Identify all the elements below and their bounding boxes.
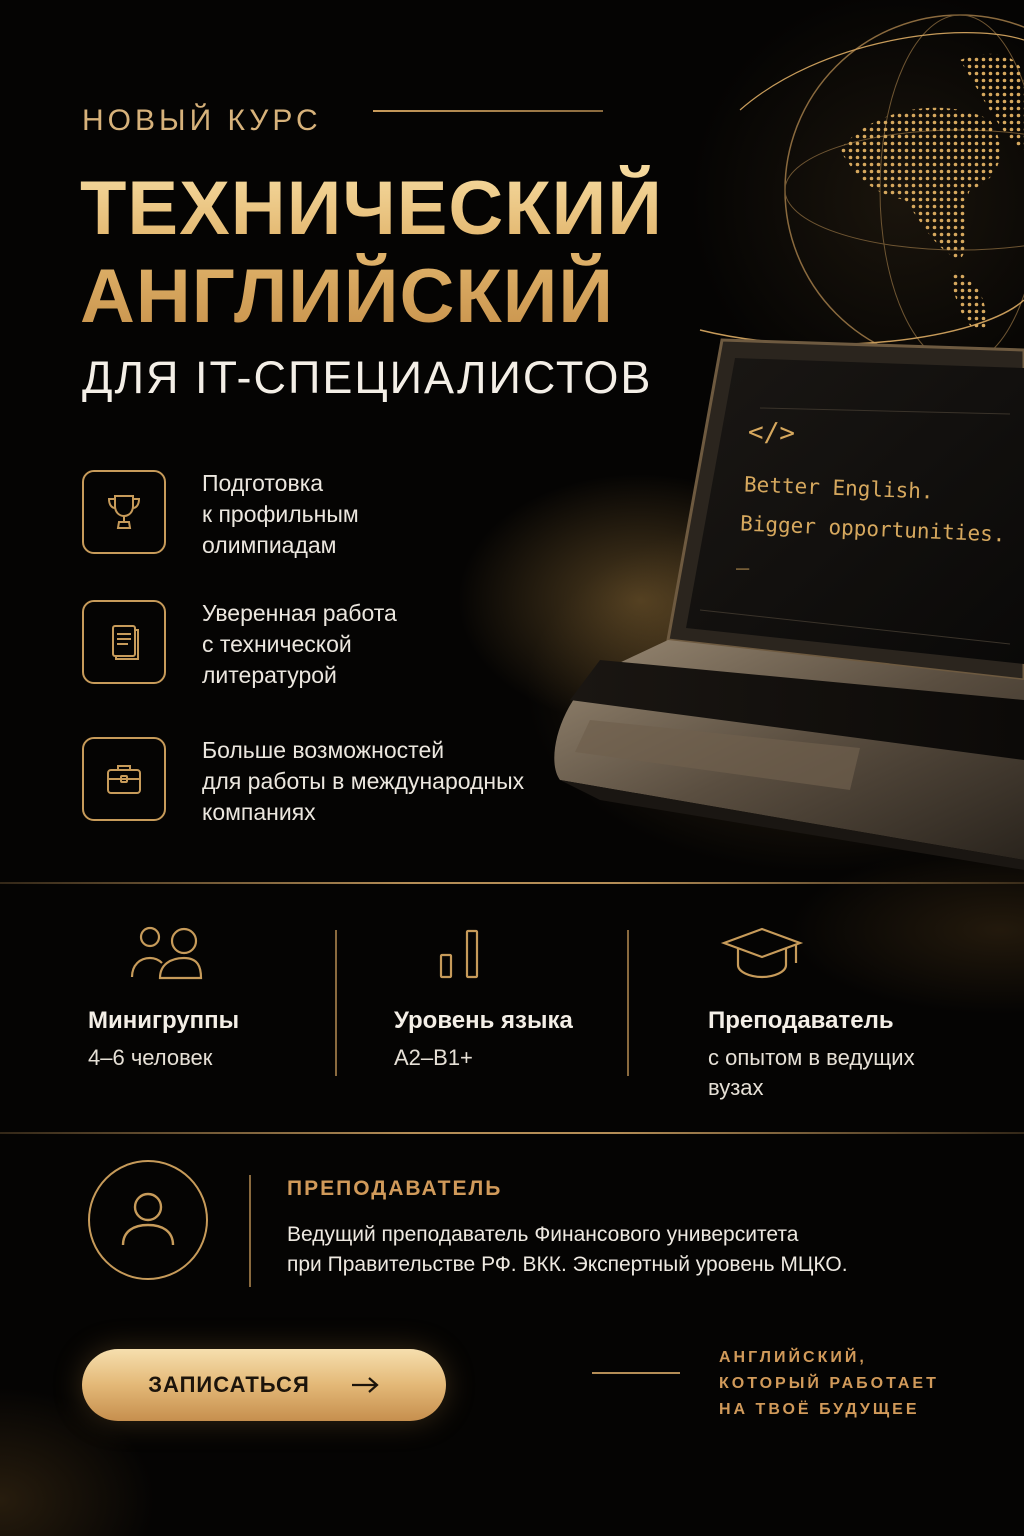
code-tag-icon: </> xyxy=(747,417,796,449)
feature-literature xyxy=(82,600,552,690)
stat-separator xyxy=(335,930,337,1076)
screen-line-2: Bigger opportunities. xyxy=(739,511,1006,547)
stat-separator xyxy=(627,930,629,1076)
graduation-cap-icon xyxy=(708,925,828,985)
stat-sub: 4–6 человек xyxy=(88,1045,213,1070)
section-divider-top xyxy=(0,882,1024,884)
feature-career xyxy=(82,737,552,827)
group-icon xyxy=(88,925,208,985)
eyebrow-label: НОВЫЙ КУРС xyxy=(82,104,322,137)
stat-teacher xyxy=(708,925,968,1100)
signup-button[interactable] xyxy=(82,1349,446,1421)
arrow-right-icon xyxy=(350,1375,380,1395)
section-divider-bottom xyxy=(0,1132,1024,1134)
teacher-divider xyxy=(249,1175,251,1287)
page-subtitle: ДЛЯ IT-СПЕЦИАЛИСТОВ xyxy=(82,352,653,403)
signup-button-label: ЗАПИСАТЬСЯ xyxy=(148,1372,310,1397)
briefcase-icon xyxy=(82,737,166,821)
trophy-icon xyxy=(82,470,166,554)
eyebrow-divider xyxy=(373,110,603,112)
teacher-label: ПРЕПОДАВАТЕЛЬ xyxy=(287,1177,503,1200)
title-line-2: АНГЛИЙСКИЙ xyxy=(80,254,615,339)
user-icon xyxy=(113,1185,183,1255)
screen-line-1: Better English. xyxy=(743,472,935,504)
slogan: АНГЛИЙСКИЙ, КОТОРЫЙ РАБОТАЕТ НА ТВОЁ БУДУЩЕЕ xyxy=(719,1349,939,1418)
bar-chart-icon xyxy=(394,925,514,985)
page-title xyxy=(80,165,740,341)
screen-cursor: _ xyxy=(736,545,750,570)
teacher-description: Ведущий преподаватель Финансового университета при Правительстве РФ. ВКК. Экспертный уровень МЦКО. xyxy=(287,1223,848,1276)
feature-olympiads xyxy=(82,470,552,560)
stat-sub: A2–B1+ xyxy=(394,1045,473,1070)
book-icon xyxy=(82,600,166,684)
feature-text: Больше возможностей для работы в международных компаниях xyxy=(202,737,525,825)
stat-sub: с опытом в ведущих вузах xyxy=(708,1045,915,1100)
title-line-1: ТЕХНИЧЕСКИЙ xyxy=(80,166,663,251)
stat-title: Уровень языка xyxy=(394,1007,573,1034)
stat-title: Минигруппы xyxy=(88,1007,240,1034)
stat-level xyxy=(394,925,654,1070)
avatar xyxy=(88,1160,208,1280)
stat-title: Преподаватель xyxy=(708,1007,894,1034)
stat-groups xyxy=(88,925,348,1070)
slogan-divider xyxy=(592,1372,680,1374)
feature-text: Уверенная работа с технической литературой xyxy=(202,600,397,688)
feature-text: Подготовка к профильным олимпиадам xyxy=(202,470,359,558)
